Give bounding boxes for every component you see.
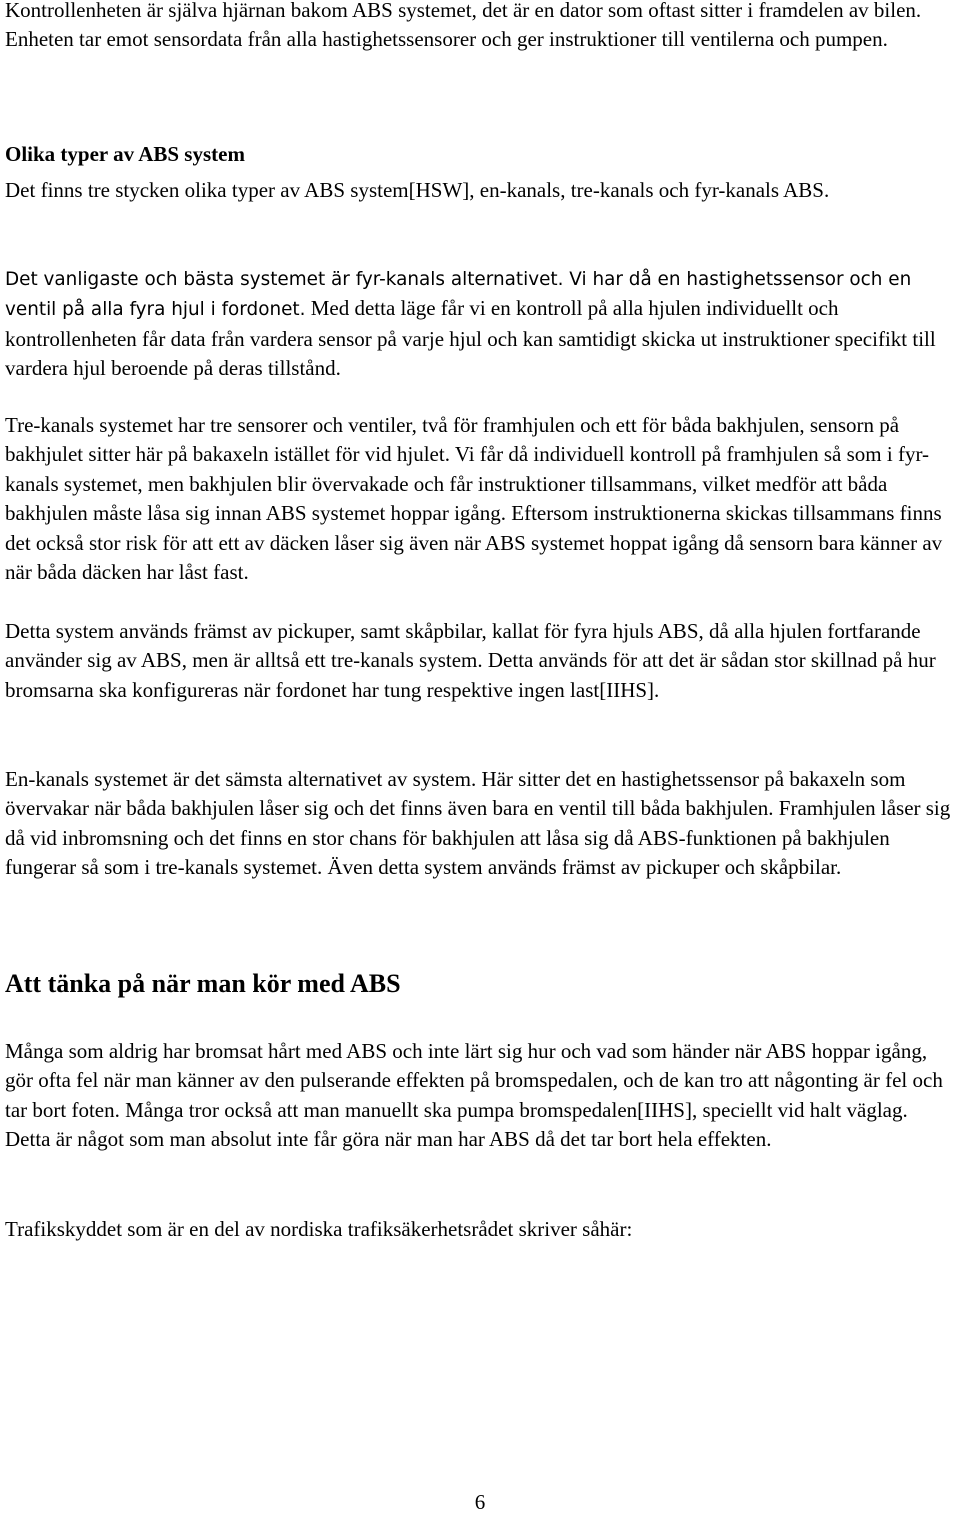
paragraph-control-unit: Kontrollenheten är själva hjärnan bakom ABS systemet, det är en dator som oftast sitter i framdelen av bilen. Enheten tar emot sensordata från alla hastighetssensorer och ger instruktioner till ventilerna och pumpen. [5, 0, 922, 52]
paragraph-abs-types: Det finns tre stycken olika typer av ABS system[HSW], en-kanals, tre-kanals och fyr-kanals ABS. [5, 178, 830, 202]
paragraph-three-channel-usage: Detta system används främst av pickuper, samt skåpbilar, kallat för fyra hjuls ABS, då alla hjulen fortfarande använder sig av ABS, men är alltså ett tre-kanals system. Detta används för att det är sådan stor skillnad på hur bromsarna ska konfigureras när fordonet har tung respektive ingen last[IIHS]. [5, 619, 936, 702]
paragraph-four-channel [5, 264, 957, 384]
page-number: 6 [474, 1490, 486, 1514]
paragraph-one-channel: En-kanals systemet är det sämsta alternativet av system. Här sitter det en hastighetssensor på bakaxeln som övervakar när båda bakhjulen låser sig och det finns även bara en ventil till båda bakhjulen. Framhjulen låser sig då vid inbromsning och det finns en stor chans för bakhjulen att låsa sig då ABS-funktionen på bakhjulen fungerar så som i tre-kanals systemet. Även detta system används främst av pickuper och skåpbilar. [5, 767, 951, 880]
heading-think-about: Att tänka på när man kör med ABS [5, 969, 401, 998]
paragraph-driving-tips: Många som aldrig har bromsat hårt med ABS och inte lärt sig hur och vad som händer när ABS hoppar igång, gör ofta fel när man känner av den pulserande effekten på bromspedalen, och de kan tro att någonting är fel och tar bort foten. Många tror också att man manuellt ska pumpa bromspedalen[IIHS], speciellt vid halt väglag. Detta är något som man absolut inte får göra när man har ABS då det tar bort hela effekten. [5, 1039, 943, 1152]
four-channel-intro: Det vanligaste och bästa systemet är fyr-kanals alternativet. Vi har då en hastighetssensor och en ventil på alla fyra hjul i fordonet. [5, 269, 912, 321]
paragraph-trafikskyddet: Trafikskyddet som är en del av nordiska trafiksäkerhetsrådet skriver såhär: [5, 1217, 633, 1241]
four-channel-details: Med detta läge får vi en kontroll på alla hjulen individuellt och kontrollenheten får data från vardera sensor på varje hjul och kan samtidigt skicka ut instruktioner specifikt till vardera hjul beroende på deras tillstånd. [5, 296, 936, 381]
paragraph-three-channel: Tre-kanals systemet har tre sensorer och ventiler, två för framhjulen och ett för båda bakhjulen, sensorn på bakhjulet sitter här på bakaxeln istället för vid hjulet. Vi får då individuell kontroll på framhjulen så som i fyr-kanals systemet, men bakhjulen blir övervakade och får instruktioner tillsammans, vilket medför att båda bakhjulen måste låsa sig innan ABS systemet hoppar igång. Eftersom instruktionerna skickas tillsammans finns det också stor risk för att ett av däcken låser sig även när ABS systemet hoppat igång då sensorn bara känner av när båda däcken har låst fast. [5, 413, 943, 585]
heading-abs-types: Olika typer av ABS system [5, 142, 245, 166]
